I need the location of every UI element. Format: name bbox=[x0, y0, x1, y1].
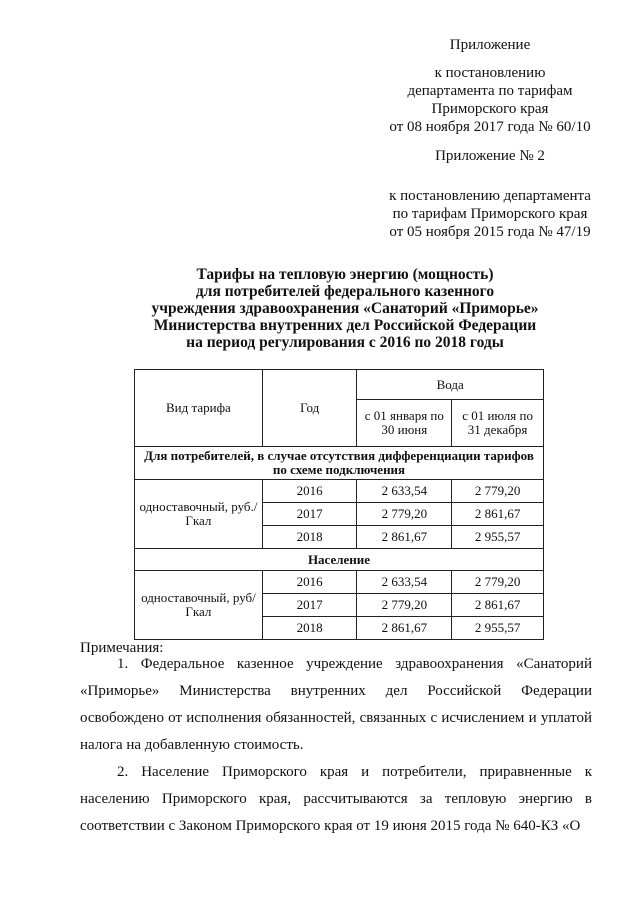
value-cell: 2 779,20 bbox=[357, 594, 452, 617]
year-cell: 2017 bbox=[262, 594, 357, 617]
document-title bbox=[90, 266, 600, 351]
title-line: для потребителей федерального казенного bbox=[195, 283, 495, 300]
tariff-table bbox=[134, 369, 544, 640]
year-cell: 2016 bbox=[262, 480, 357, 503]
value-cell: 2 633,54 bbox=[357, 480, 452, 503]
tariff-type-cell: одноставочный, руб./Гкал bbox=[135, 480, 263, 549]
note-1-text: 1. Федеральное казенное учреждение здравоохранения «Санаторий «Приморье» Министерства внутренних дел Российской Федерации освобождено от исполнения обязанностей, связанных с исчислением и уплатой налога на добавленную стоимость. bbox=[80, 656, 592, 753]
appendix2-line: от 05 ноября 2015 года № 47/19 bbox=[389, 224, 591, 240]
title-line: на период регулирования с 2016 по 2018 годы bbox=[186, 334, 504, 351]
header-water: Вода bbox=[357, 370, 544, 400]
value-cell: 2 861,67 bbox=[452, 594, 544, 617]
value-cell: 2 779,20 bbox=[357, 503, 452, 526]
title-line: Тарифы на тепловую энергию (мощность) bbox=[196, 266, 494, 283]
header-period-2: с 01 июля по 31 декабря bbox=[452, 400, 544, 447]
value-cell: 2 955,57 bbox=[452, 526, 544, 549]
year-cell: 2017 bbox=[262, 503, 357, 526]
appendix-block bbox=[372, 36, 608, 136]
value-cell: 2 955,57 bbox=[452, 617, 544, 640]
appendix-line: к постановлению bbox=[434, 65, 546, 81]
year-cell: 2016 bbox=[262, 571, 357, 594]
appendix-title: Приложение bbox=[449, 37, 531, 53]
tariff-type-cell: одноставочный, руб/Гкал bbox=[135, 571, 263, 640]
value-cell: 2 861,67 bbox=[357, 617, 452, 640]
appendix2-block bbox=[372, 147, 608, 241]
section-title: Население bbox=[135, 549, 544, 571]
table-row bbox=[135, 571, 544, 594]
notes-heading: Примечания: bbox=[80, 640, 164, 656]
header-period-1: с 01 января по 30 июня bbox=[357, 400, 452, 447]
year-cell: 2018 bbox=[262, 617, 357, 640]
appendix-line: департамента по тарифам bbox=[407, 83, 573, 99]
note-2 bbox=[80, 759, 592, 840]
appendix-line: Приморского края bbox=[431, 101, 549, 117]
appendix2-line: по тарифам Приморского края bbox=[392, 206, 588, 222]
note-1 bbox=[80, 651, 592, 759]
value-cell: 2 779,20 bbox=[452, 571, 544, 594]
value-cell: 2 861,67 bbox=[357, 526, 452, 549]
appendix-line: от 08 ноября 2017 года № 60/10 bbox=[389, 119, 591, 135]
value-cell: 2 861,67 bbox=[452, 503, 544, 526]
value-cell: 2 779,20 bbox=[452, 480, 544, 503]
appendix2-line: к постановлению департамента bbox=[389, 188, 591, 204]
year-cell: 2018 bbox=[262, 526, 357, 549]
title-line: Министерства внутренних дел Российской Федерации bbox=[153, 317, 537, 334]
table-row bbox=[135, 480, 544, 503]
section-title: Для потребителей, в случае отсутствия дифференциации тарифов по схеме подключения bbox=[135, 447, 544, 480]
header-year: Год bbox=[262, 370, 357, 447]
header-tariff-type: Вид тарифа bbox=[135, 370, 263, 447]
note-2-text: 2. Население Приморского края и потребители, приравненные к населению Приморского края, рассчитываются за тепловую энергию в соответствии с Законом Приморского края от 19 июня 2015 года № 640-КЗ «О bbox=[80, 764, 592, 834]
title-line: учреждения здравоохранения «Санаторий «Приморье» bbox=[151, 300, 539, 317]
value-cell: 2 633,54 bbox=[357, 571, 452, 594]
appendix2-title: Приложение № 2 bbox=[435, 148, 545, 164]
